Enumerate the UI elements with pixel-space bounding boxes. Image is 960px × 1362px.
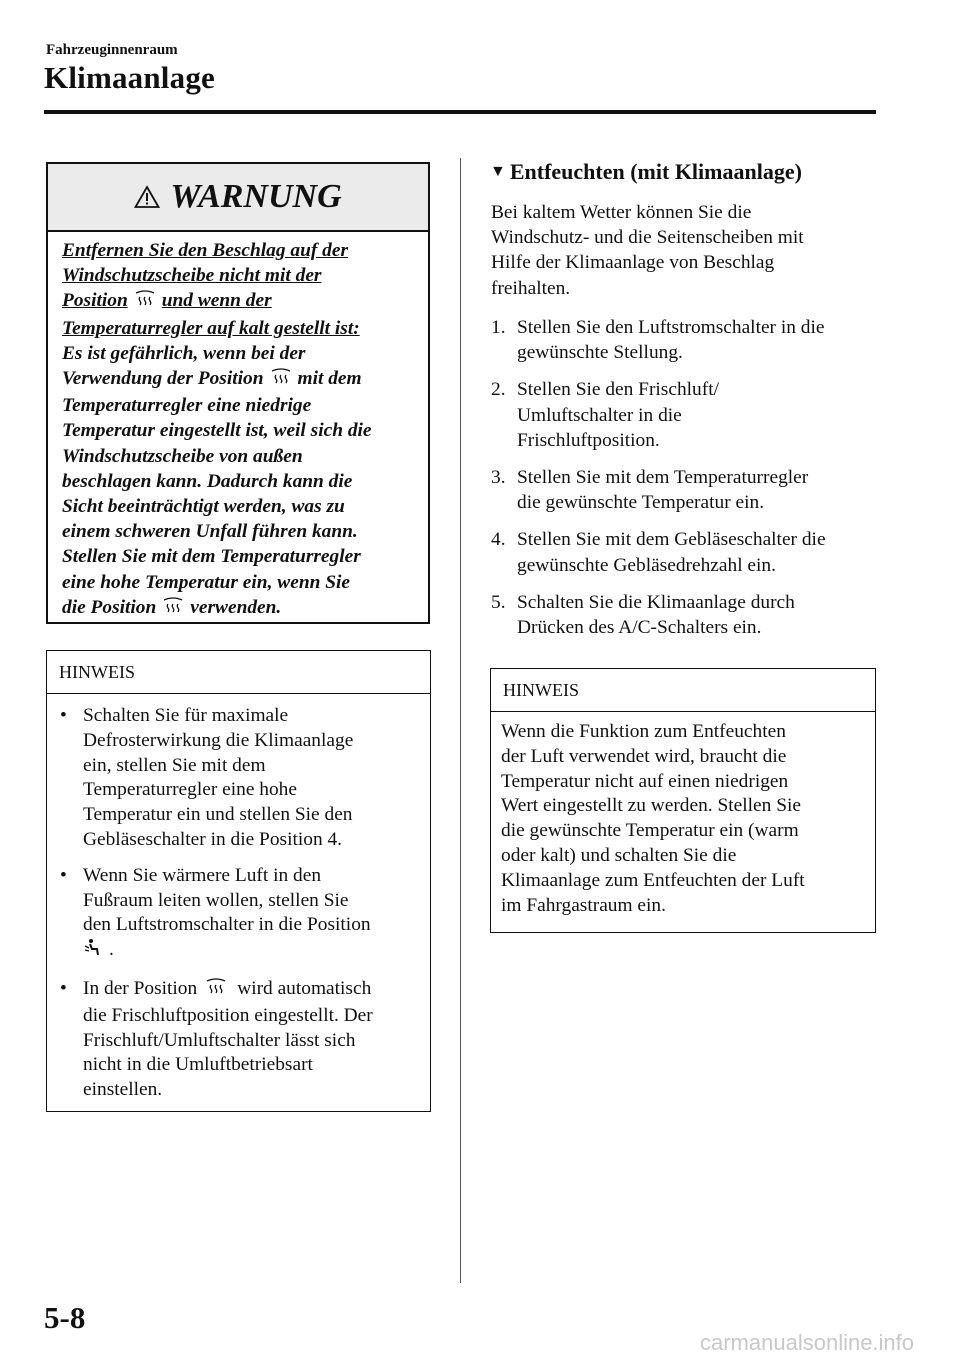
warning-line: Entfernen Sie den Beschlag auf der — [62, 240, 349, 261]
step-number: 5. — [491, 591, 506, 613]
triangle-marker-icon: ▼ — [490, 163, 506, 180]
section-heading — [490, 159, 802, 185]
note-line: Temperaturregler eine hohe — [83, 779, 297, 801]
note-line: einstellen. — [83, 1079, 163, 1101]
step-item — [491, 527, 883, 577]
note-line: Gebläseschalter in die Position 4. — [83, 828, 343, 850]
step-line: Schalten Sie die Klimaanlage durch — [517, 591, 795, 613]
note-line: Wenn Sie wärmere Luft in den — [83, 864, 322, 886]
note-box-right — [490, 668, 876, 933]
note-line: nicht in die Umluftbetriebsart — [83, 1054, 313, 1076]
step-line: Stellen Sie den Frischluft/ — [517, 379, 719, 401]
column-divider — [460, 158, 461, 1283]
note-line: Frischluft/Umluftschalter lässt sich — [83, 1029, 356, 1051]
note-line: Wert eingestellt zu werden. Stellen Sie — [501, 795, 801, 817]
windshield-defrost-icon — [162, 597, 184, 622]
bullet-dot: • — [60, 705, 67, 726]
note-body — [47, 694, 430, 1103]
step-line: gewünschte Stellung. — [517, 342, 683, 364]
intro-line: freihalten. — [491, 277, 571, 299]
intro-paragraph — [491, 200, 881, 301]
list-item — [47, 977, 430, 1103]
warning-text — [48, 232, 428, 622]
floor-defrost-icon — [83, 938, 103, 966]
step-list — [491, 315, 883, 652]
note-line: im Fahrgastraum ein. — [501, 894, 666, 916]
page-title: Klimaanlage — [44, 60, 215, 95]
note-line: der Luft verwendet wird, braucht die — [501, 745, 787, 767]
step-line: gewünschte Gebläsedrehzahl ein. — [517, 554, 776, 576]
warning-line: die Position verwenden. — [62, 595, 418, 622]
note-line: Temperatur nicht auf einen niedrigen — [501, 770, 789, 792]
intro-line: Bei kaltem Wetter können Sie die — [491, 202, 752, 223]
note-line: Temperatur ein und stellen Sie den — [83, 804, 353, 826]
step-item — [491, 465, 883, 515]
list-item — [47, 864, 430, 966]
watermark: carmanualsonline.info — [700, 1330, 915, 1355]
note-body — [491, 712, 875, 918]
note-line: Klimaanlage zum Entfeuchten der Luft — [501, 869, 805, 891]
step-number: 2. — [491, 379, 506, 401]
windshield-defrost-icon — [134, 290, 156, 315]
step-line: Stellen Sie den Luftstromschalter in die — [517, 317, 825, 338]
note-header — [47, 651, 430, 694]
warning-line: Verwendung der Position mit dem — [62, 366, 418, 393]
bullet-dot: • — [60, 864, 67, 886]
page-number: 5-8 — [44, 1300, 86, 1335]
step-line: Umluftschalter in die — [517, 404, 682, 426]
note-title: HINWEIS — [59, 661, 135, 682]
windshield-defrost-icon — [270, 368, 292, 393]
step-number: 3. — [491, 467, 506, 489]
warning-line: Position und wenn der — [62, 288, 418, 315]
warning-header — [48, 164, 428, 232]
intro-line: Windschutz- und die Seitenscheiben mit — [491, 227, 804, 249]
step-line: Stellen Sie mit dem Temperaturregler — [517, 467, 809, 489]
step-number: 1. — [491, 317, 506, 338]
bullet-dot: • — [60, 977, 67, 999]
warning-line: Windschutzscheibe nicht mit der — [62, 265, 322, 287]
note-header — [491, 669, 875, 712]
warning-line: Temperaturregler auf kalt gestellt ist: — [62, 317, 360, 339]
warning-line: beschlagen kann. Dadurch kann die — [62, 470, 353, 492]
warning-triangle-icon — [134, 185, 160, 209]
step-line: Frischluftposition. — [517, 429, 660, 451]
note-title: HINWEIS — [503, 679, 579, 700]
step-line: Drücken des A/C-Schalters ein. — [517, 617, 762, 639]
note-line: Defrosterwirkung die Klimaanlage — [83, 729, 354, 751]
note-line: die gewünschte Temperatur ein (warm — [501, 820, 799, 842]
note-line: Wenn die Funktion zum Entfeuchten — [501, 721, 786, 742]
step-line: Stellen Sie mit dem Gebläseschalter die — [517, 529, 826, 551]
warning-line: Stellen Sie mit dem Temperaturregler — [62, 546, 361, 568]
windshield-defrost-icon — [205, 978, 227, 1004]
warning-title: WARNUNG — [170, 178, 342, 215]
section-heading-text: Entfeuchten (mit Klimaanlage) — [509, 159, 802, 184]
note-line: oder kalt) und schalten Sie die — [501, 844, 737, 866]
section-label: Fahrzeuginnenraum — [46, 42, 178, 58]
note-line: . — [83, 938, 430, 966]
warning-line: Temperaturregler eine niedrige — [62, 395, 312, 417]
warning-line: Es ist gefährlich, wenn bei der — [62, 342, 306, 364]
step-item — [491, 377, 883, 453]
list-item — [47, 704, 430, 853]
step-item — [491, 315, 883, 365]
note-line: den Luftstromschalter in die Position — [83, 914, 371, 936]
warning-line: Sicht beeinträchtigt werden, was zu — [62, 496, 345, 518]
note-line: Schalten Sie für maximale — [83, 705, 289, 726]
note-line: Fußraum leiten wollen, stellen Sie — [83, 889, 349, 911]
intro-line: Hilfe der Klimaanlage von Beschlag — [491, 252, 775, 274]
warning-box — [46, 162, 430, 624]
step-number: 4. — [491, 529, 506, 551]
warning-line: eine hohe Temperatur ein, wenn Sie — [62, 571, 351, 593]
note-box-left — [46, 650, 431, 1112]
step-item — [491, 590, 883, 640]
note-line: In der Position wird automatisch — [83, 977, 430, 1004]
note-line: ein, stellen Sie mit dem — [83, 754, 266, 776]
warning-line: Windschutzscheibe von außen — [62, 445, 303, 467]
step-line: die gewünschte Temperatur ein. — [517, 492, 765, 514]
warning-line: einem schweren Unfall führen kann. — [62, 521, 358, 543]
note-line: die Frischluftposition eingestellt. Der — [83, 1004, 373, 1026]
title-rule — [44, 110, 876, 114]
warning-line: Temperatur eingestellt ist, weil sich die — [62, 420, 372, 442]
